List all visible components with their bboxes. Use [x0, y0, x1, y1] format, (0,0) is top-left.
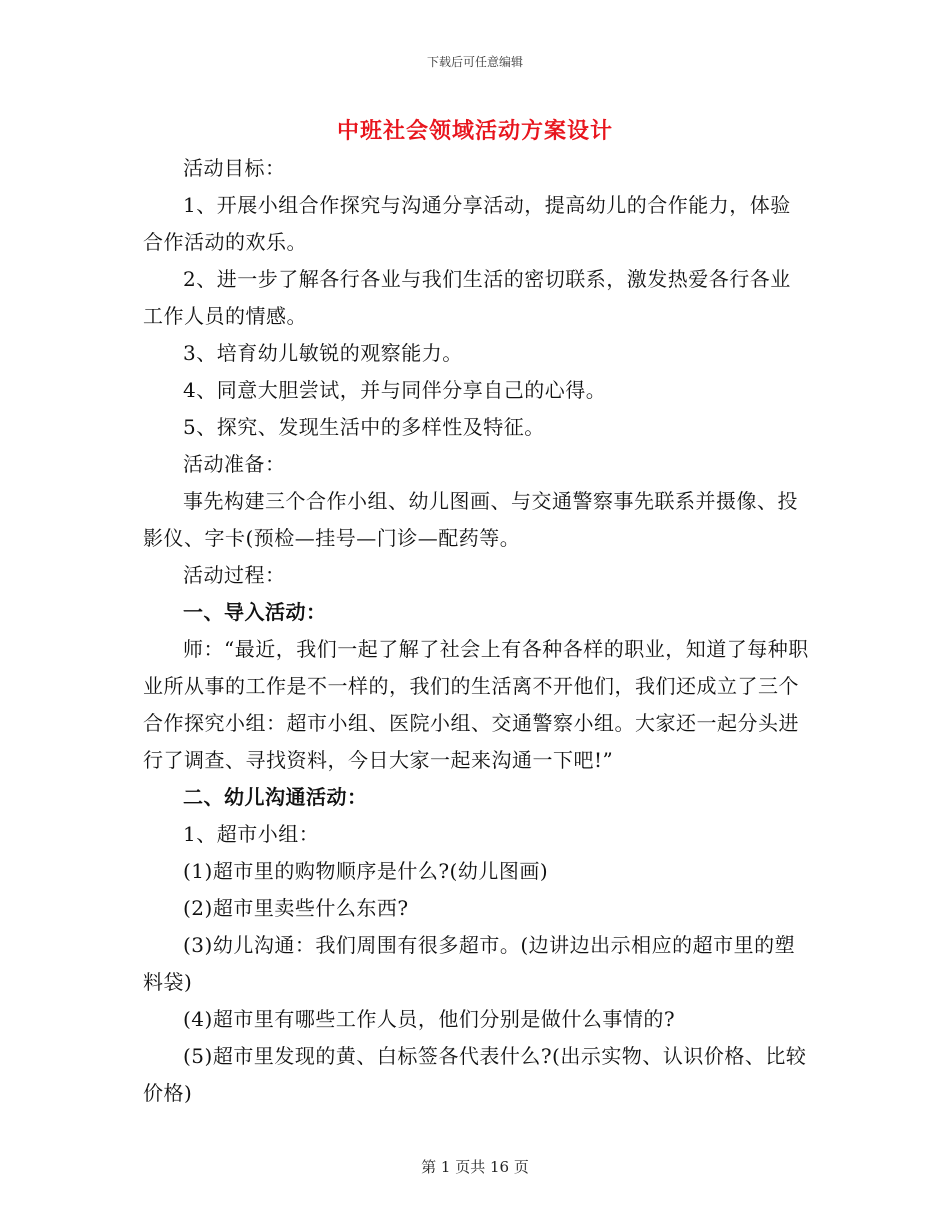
document-title: 中班社会领域活动方案设计 [336, 118, 613, 144]
goal-item-2: 2、进一步了解各行各业与我们生活的密切联系，激发热爱各行各业工作人员的情感。 [143, 267, 791, 328]
goal-item-3: 3、培育幼儿敏锐的观察能力。 [183, 341, 463, 365]
teacher-quote: 师：“最近，我们一起了解了社会上有各种各样的职业，知道了每种职业所从事的工作是不一样的，我们的生活离不开他们，我们还成立了三个合作探究小组：超市小组、医院小组、交通警察小组。大家还一起分头进行了调查、寻找资料，今日大家一起来沟通一下吧!” [143, 637, 809, 772]
goal-item-1: 1、开展小组合作探究与沟通分享活动，提高幼儿的合作能力，体验合作活动的欢乐。 [143, 193, 791, 254]
section-heading-preparation: 活动准备： [183, 452, 286, 476]
goal-item-5: 5、探究、发现生活中的多样性及特征。 [183, 415, 545, 439]
preparation-text: 事先构建三个合作小组、幼儿图画、与交通警察事先联系并摄像、投影仪、字卡(预检—挂号—门诊—配药等。 [143, 489, 798, 550]
supermarket-question-5: (5)超市里发现的黄、白标签各代表什么?(出示实物、认识价格、比较价格) [143, 1044, 807, 1105]
header-note: 下载后可任意编辑 [426, 55, 523, 69]
document-body [143, 150, 811, 1112]
section-heading-process: 活动过程： [183, 563, 286, 587]
supermarket-question-2: (2)超市里卖些什么东西? [183, 896, 409, 920]
supermarket-question-4: (4)超市里有哪些工作人员，他们分别是做什么事情的? [183, 1007, 676, 1031]
subheading-communication-activity: 二、幼儿沟通活动： [183, 785, 368, 809]
subheading-intro-activity: 一、导入活动： [183, 600, 327, 624]
supermarket-question-1: (1)超市里的购物顺序是什么?(幼儿图画) [183, 859, 549, 883]
group-heading-supermarket: 1、超市小组： [183, 822, 320, 846]
goal-item-4: 4、同意大胆尝试，并与同伴分享自己的心得。 [183, 378, 607, 402]
section-heading-goals: 活动目标： [183, 156, 286, 180]
supermarket-question-3: (3)幼儿沟通：我们周围有很多超市。(边讲边出示相应的超市里的塑料袋) [143, 933, 796, 994]
page-footer: 第 1 页共 16 页 [421, 1158, 529, 1176]
